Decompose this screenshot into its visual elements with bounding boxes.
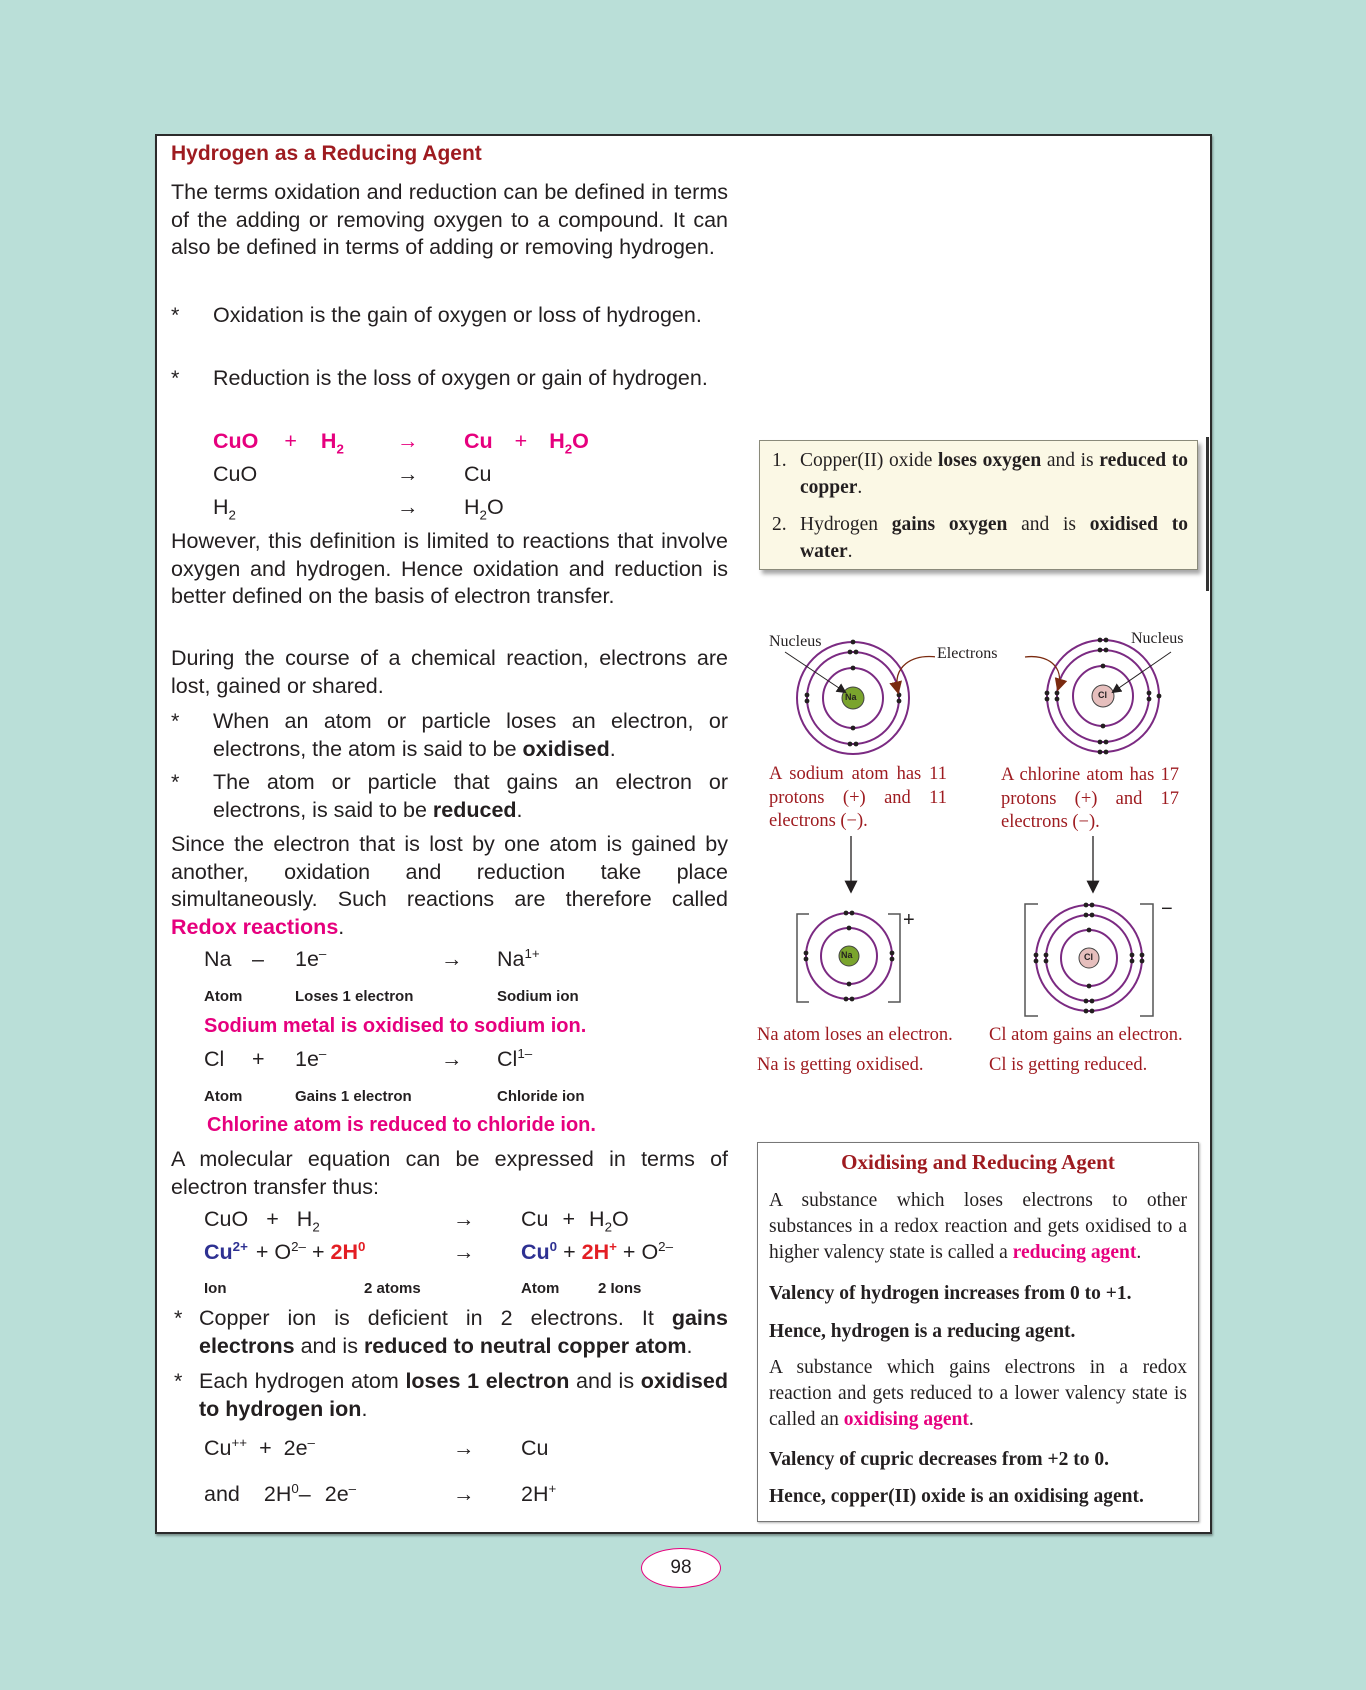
section-heading: Hydrogen as a Reducing Agent <box>171 142 482 165</box>
equation-cuo-right: Cu <box>464 462 492 486</box>
mol-eq2-right: $Cu^0 + 2H^+ + O^{2-}$ <box>521 1238 673 1264</box>
label-atom: Atom <box>204 988 243 1005</box>
molecular-paragraph: A molecular equation can be expressed in terms of electron transfer thus: <box>171 1147 728 1199</box>
na-ion-charge: + <box>903 909 915 931</box>
however-paragraph: However, this definition is limited to reactions that involve oxygen and hydrogen. Hence oxidation and reduction is better defined on the basis of electron transfer. <box>171 529 728 608</box>
redox-term: Redox reactions <box>171 914 339 939</box>
page-number: 98 <box>641 1548 721 1588</box>
label-sodium-ion: Sodium ion <box>497 988 579 1005</box>
intro-paragraph: The terms oxidation and reduction can be defined in terms of the adding or removing oxygen to a compound. It can also be defined in terms of adding or removing hydrogen. <box>171 180 728 259</box>
bullet-text: Oxidation is the gain of oxygen or loss of hydrogen. <box>213 303 702 327</box>
half-eq-copper-left: Cu++ + 2e– <box>204 1434 315 1460</box>
label-nucleus-right: Nucleus <box>1131 630 1184 647</box>
note-shadow-edge <box>1206 437 1209 591</box>
bullet-text: When an atom or particle loses an electron, or electrons, the atom is said to be oxidised. <box>213 709 728 761</box>
arrow: → <box>397 495 419 519</box>
na-atom: Na <box>204 947 232 971</box>
summary-note-box <box>759 440 1198 570</box>
bullet-text: Each hydrogen atom loses 1 electron and is oxidised to hydrogen ion. <box>199 1369 728 1421</box>
agent-box-title: Oxidising and Reducing Agent <box>841 1150 1115 1174</box>
mol-eq1-right: $Cu + H_2O$ <box>521 1207 629 1235</box>
chloride-ion: $Cl^{1-}$ <box>497 1045 533 1071</box>
na-statement: Sodium metal is oxidised to sodium ion. <box>204 1015 587 1037</box>
bullet-marker: * <box>171 709 180 733</box>
cl-result-2: Cl is getting reduced. <box>989 1055 1148 1075</box>
label-atom: Atom <box>204 1088 243 1105</box>
electron: 1e– <box>295 1045 327 1071</box>
note-item-1: 1. Copper(II) oxide loses oxygen and is reduced to copper. <box>772 450 1188 498</box>
minus: – <box>252 947 264 971</box>
equation-products: $Cu + H_2O$ <box>464 429 589 457</box>
bullet-text: Copper ion is deficient in 2 electrons. It gains electrons and is reduced to neutral copper atom. <box>199 1306 728 1358</box>
bullet-text: Reduction is the loss of oxygen or gain of hydrogen. <box>213 366 708 390</box>
equation-cuo-left: CuO <box>213 462 258 486</box>
hydrogen-conclusion: Hence, hydrogen is a reducing agent. <box>769 1321 1076 1342</box>
reducing-agent-definition: A substance which loses electrons to other substances in a redox reaction and gets oxidised to a higher valency state is called a reducing agent. <box>769 1190 1187 1263</box>
cl-statement: Chlorine atom is reduced to chloride ion. <box>207 1114 596 1136</box>
label-nucleus-left: Nucleus <box>769 633 822 650</box>
chlorine-caption: A chlorine atom has 17 protons (+) and 17 electrons (−). <box>1001 765 1179 832</box>
arrow: → <box>453 1240 475 1264</box>
half-eq-hydrogen-left: and $2H^0-$ 2e– <box>204 1480 357 1506</box>
na-result-1: Na atom loses an electron. <box>757 1025 953 1045</box>
cl-ion-symbol: Cl <box>1084 952 1093 962</box>
since-paragraph: Since the electron that is lost by one atom is gained by another, oxidation and reduction take place simultaneously. Such reactions are therefore called Redox reactions. <box>171 832 728 939</box>
sodium-caption: A sodium atom has 11 protons (+) and 11 electrons (−). <box>769 764 947 831</box>
arrow: → <box>397 429 419 453</box>
equation-cuo-h2: CuO + $H_2$ <box>213 429 344 457</box>
arrow: → <box>441 1047 463 1071</box>
bullet-text: The atom or particle that gains an electron or electrons, is said to be reduced. <box>213 770 728 822</box>
label-gains: Gains 1 electron <box>295 1088 412 1105</box>
na-symbol: Na <box>845 692 857 702</box>
na-result-2: Na is getting oxidised. <box>757 1055 924 1075</box>
bullet-marker: * <box>171 366 180 390</box>
arrow: → <box>397 462 419 486</box>
label-loses: Loses 1 electron <box>295 988 414 1005</box>
arrow: → <box>453 1436 475 1460</box>
copper-conclusion: Hence, copper(II) oxide is an oxidising agent. <box>769 1486 1144 1507</box>
bullet-marker: * <box>171 303 180 327</box>
mol-eq2-left: $Cu^{2+} + O^{2-} + 2H^0$ <box>204 1238 366 1264</box>
cl-ion-charge: − <box>1161 898 1173 920</box>
plus: + <box>252 1047 265 1071</box>
label-electrons: Electrons <box>937 645 998 662</box>
during-paragraph: During the course of a chemical reaction, electrons are lost, gained or shared. <box>171 646 728 698</box>
na-ion-symbol: Na <box>841 950 853 960</box>
label-atom: Atom <box>521 1280 560 1297</box>
equation-h2-right: $H_2O$ <box>464 495 504 523</box>
arrow: → <box>441 947 463 971</box>
sodium-ion: $Na^{1+}$ <box>497 945 540 971</box>
note-item-2: 2. Hydrogen gains oxygen and is oxidised to water. <box>772 514 1189 562</box>
cl-result-1: Cl atom gains an electron. <box>989 1025 1183 1045</box>
mol-eq1-left: CuO + $H_2$ <box>204 1207 320 1235</box>
cl-symbol: Cl <box>1098 690 1107 700</box>
label-ion: Ion <box>204 1280 227 1297</box>
hydrogen-valency: Valency of hydrogen increases from 0 to +1. <box>769 1283 1132 1304</box>
oxidising-reducing-agent-box <box>757 1142 1199 1522</box>
bullet-marker: * <box>174 1369 183 1393</box>
cl-atom: Cl <box>204 1047 225 1071</box>
half-eq-copper-right: Cu <box>521 1436 549 1460</box>
bullet-marker: * <box>174 1306 183 1330</box>
cupric-valency: Valency of cupric decreases from +2 to 0. <box>769 1449 1110 1470</box>
label-2-atoms: 2 atoms <box>364 1280 421 1297</box>
oxidising-agent-definition: A substance which gains electrons in a redox reaction and gets reduced to a lower valency state is called an oxidising agent. <box>769 1357 1187 1430</box>
label-chloride-ion: Chloride ion <box>497 1088 585 1105</box>
arrow: → <box>453 1207 475 1231</box>
label-2-ions: 2 Ions <box>598 1280 642 1297</box>
bullet-marker: * <box>171 770 180 794</box>
arrow: → <box>453 1482 475 1506</box>
equation-h2-left: $H_2$ <box>213 495 236 523</box>
electron: 1e– <box>295 945 327 971</box>
half-eq-hydrogen-right: 2H+ <box>521 1480 557 1506</box>
